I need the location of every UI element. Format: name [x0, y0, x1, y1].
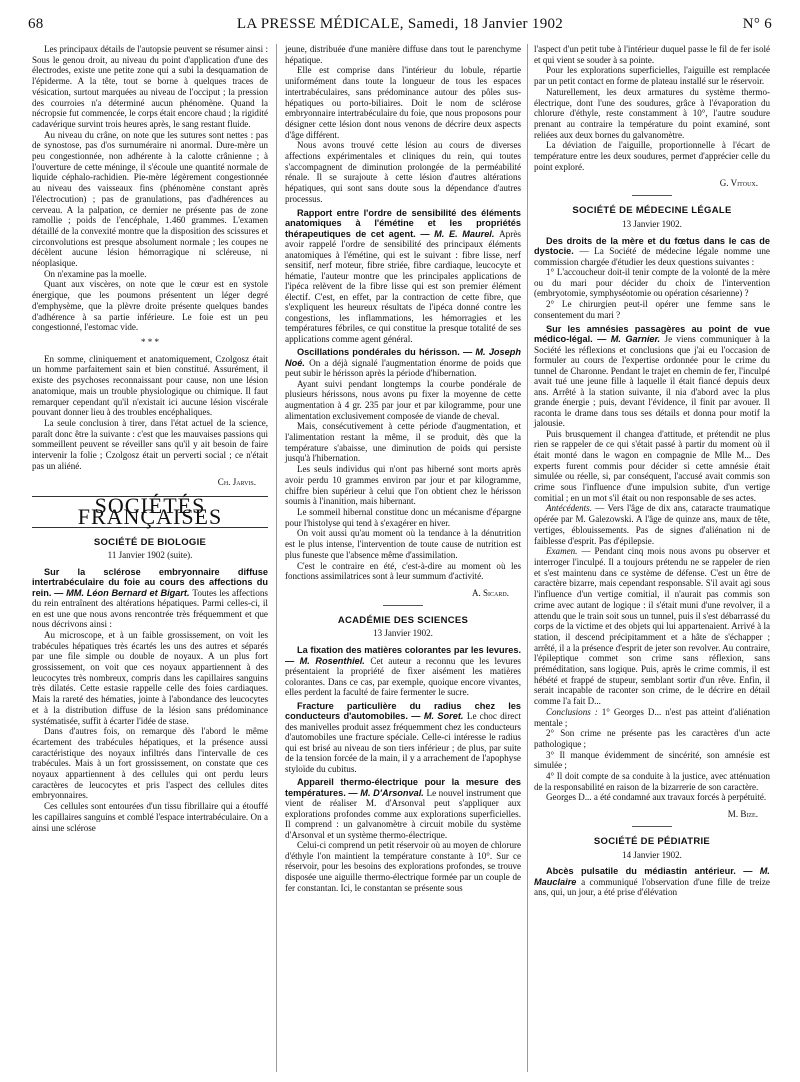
article-title: Oscillations pondérales du hérisson. — M. Joseph Noé. On a déjà signalé l'augmentation énorme de poids que peut subir le hérisson après la période d'hibernation.	[285, 347, 521, 379]
signature: G. Vitoux.	[719, 178, 758, 189]
divider	[632, 826, 672, 827]
article-title: Des droits de la mère et du fœtus dans le cas de dystocie. — La Société de médecine légale nomme une commission chargée d'étudier les deux questions suivantes :	[534, 235, 770, 267]
paragraph: 1° L'accoucheur doit-il tenir compte de la volonté de la mère ou du mari pour décider du choix de l'intervention (embryotomie, symphyséotomie ou opération césarienne) ?	[534, 267, 770, 299]
column-divider	[527, 44, 528, 1072]
article-authors: M. E. Maurel.	[434, 228, 495, 239]
session-date: 13 Janvier 1902.	[373, 628, 433, 639]
article-authors: M. D'Arsonval.	[360, 787, 424, 798]
paragraph: Antécédents. — Vers l'âge de dix ans, cataracte traumatique opérée par M. Galezowski. A l'âge de quinze ans, maux de tête, vertiges, éblouissements. Pas de signes d'aliénation ni de faiblesse d'esprit. Pas d'épilepsie.	[534, 503, 770, 546]
session-date: 11 Janvier 1902 (suite).	[107, 550, 193, 561]
column-2	[285, 44, 521, 894]
paragraph: On n'examine pas la moelle.	[44, 268, 147, 279]
page-number: 68	[28, 16, 44, 32]
article-authors: M. Garnier.	[610, 334, 661, 345]
society-heading: SOCIÉTÉ DE PÉDIATRIE	[593, 835, 711, 847]
article-title: Sur les amnésies passagères au point de vue médico-légal. — M. Garnier. Je viens communiquer à la Société les réflexions et conclusions que j'ai eu l'occasion de formuler au cours de l'expertise ordonnée pour le crime du tunnel de Charonne. Pendant le trajet en chemin de fer, l'inculpé avait tué une jeune fille à laquelle il était fiancé depuis deux ans. Arrêté à la station suivante, il nia d'abord avec la plus grande énergie ; puis, devant l'évidence, il finit par avouer. Il raconta le drame dans tous ses détails et donna pour motif la jalousie.	[534, 323, 770, 429]
paragraph: 4° Il doit compte de sa conduite à la justice, avec atténuation de la responsabilité en raison de la bizarrerie de son caractère.	[534, 771, 770, 792]
paragraph: On voit aussi qu'au moment où la tendance à la dénutrition est le plus intense, l'intervention de toute cause de nutrition est plus funeste que l'absence même d'assimilation.	[285, 528, 521, 560]
paragraph: Au niveau du crâne, on note que les sutures sont nettes : pas de synostose, pas d'os surnuméraire ni anormal. Dure-mère un peu congestionnée, non adhérente à la calotte crânienne ; à l'ouverture de cette méninge, il s'écoule une quantité normale de liquide céphalo-rachidien. Pie-mère légèrement congestionnée au niveau des vaisseaux fins (phénomène constant après l'électrocution) ; pas de granulations, pas d'adhérences au cerveau. A la palpation, ce dernier ne présente pas de zone ramollie ; poids de l'encéphale, 1.460 grammes. L'examen détaillé de la convexité montre que la disposition des scissures et circonvolutions est presque absolument normale ; les coupes ne décèlent aucune lésion hémorragique ni scléreuse, ni néoplasique.	[32, 129, 268, 269]
paragraph: Naturellement, les deux armatures du système thermo-électrique, dont l'une des soudures, grâce à l'évaporation du chlorure d'éthyle, reste constamment à 10°, l'autre soudure prenant au contraire la température du point examiné, sont reliées aux deux bornes du galvanomètre.	[534, 86, 770, 140]
society-heading: SOCIÉTÉ DE MÉDECINE LÉGALE	[572, 205, 732, 217]
session-date: 13 Janvier 1902.	[622, 218, 682, 229]
page-header	[28, 14, 772, 38]
paragraph: Conclusions : 1° Georges D... n'est pas atteint d'aliénation mentale ;	[534, 706, 770, 728]
article-title: Fracture particulière du radius chez les conducteurs d'automobiles. — M. Soret. Le choc direct des manivelles produit assez fréquemment chez les conducteurs d'automobiles une fracture spéciale. Celle-ci intéresse le radius qui est brisé au niveau de son tiers inférieur ; de plus, par suite de la tension forcée de la main, il y a arrachement de l'apophyse styloïde du cubitus.	[285, 700, 521, 774]
column-1	[32, 44, 268, 833]
paragraph: Au microscope, et à un faible grossissement, on voit les trabécules hépatiques très écartés les uns des autres et séparés par une file simple ou double de noyaux. A un plus fort grossissement, on voit que ces noyaux appartiennent à des leucocytes très nombreux, compris dans les capillaires sanguins très dilatés. Cette estasie rappelle celle des foies cardiaques. Mais la rareté des hématies, jointe à l'abondance des leucocytes et à la distribution diffuse de la lésion sans prédominance systématisée, suffit à écarter l'idée de stase.	[32, 629, 268, 726]
society-heading: ACADÉMIE DES SCIENCES	[337, 614, 469, 626]
paragraph: Les seuls individus qui n'ont pas hiberné sont morts après avoir perdu 10 grammes environ par jour et par kilogramme, chiffre bien supérieur à celui que l'on obtient chez le hérisson soumis à l'inanition, mais hibernant.	[285, 464, 521, 507]
article-title: Sur la sclérose embryonnaire diffuse intertrabéculaire du foie au cours des affections du rein. — MM. Léon Bernard et Bigart. Toutes les affections du rein entraînent des altérations hépatiques. Parmi celles-ci, il en est une que nous avons rencontrée très fréquemment et que nous décrivons ainsi :	[32, 566, 269, 630]
paragraph: Quant aux viscères, on note que le cœur est en systole énergique, que les poumons présentent un léger degré d'emphysème, que la plèvre droite présente quelques bandes d'adhérence à sa partie inférieure. Le foie est un peu congestionné, l'estomac vide.	[32, 279, 268, 333]
divider	[632, 195, 672, 196]
separator-stars: * * *	[141, 336, 159, 347]
society-heading: SOCIÉTÉ DE BIOLOGIE	[93, 536, 207, 548]
paragraph: En somme, cliniquement et anatomiquement, Czolgosz était un homme parfaitement sain et bien constitué. Assurément, il existe des psychoses reconnaissant pour cause, non une lésion anatomique, mais un trouble physiologique ou chimique. Il faut remarquer cependant qu'il n'existait ici aucune lésion viscérale pouvant donner lieu à des troubles encéphaliques.	[32, 353, 268, 418]
article-title: La fixation des matières colorantes par les levures. — M. Rosenthiel. Cet auteur a reconnu que les levures présentaient la propriété de fixer aisément les matières colorantes. Dans ce cas, par exemple, quoique encore vivantes, elles perdent la faculté de faire fermenter le sucre.	[285, 645, 521, 698]
signature: Ch. Jarvis.	[217, 477, 256, 488]
paragraph: Puis brusquement il changea d'attitude, et prétendit ne plus rien se rappeler de ce qui s'était passé à partir du moment où il était monté dans le wagon en compagnie de Mlle M... Des experts furent commis pour décider si cette amnésie était simulée ou réelle, si, par conséquent, l'accusé avait commis son crime sous l'influence d'une impulsion subite, d'un vertige comitial ; en un mot s'il était ou non responsable de ses actes.	[534, 428, 770, 503]
article-authors: M. Mauclaire	[534, 866, 770, 887]
paragraph: 2° Le chirurgien peut-il opérer une femme sans le consentement du mari ?	[534, 299, 770, 320]
signature: M. Bize.	[727, 809, 758, 820]
session-date: 14 Janvier 1902.	[622, 849, 682, 860]
paragraph: Dans d'autres fois, on remarque dès l'abord le même écartement des trabécules hépatiques, et la présence aussi caractéristique des noyaux infiltrés dans l'intervalle de ces trabécules. Mais à un fort grossissement, on constate que ces noyaux appartiennent à des cellules qui ont perdu leurs caractères de leucocytes et pris l'aspect des cellules dites embryonnaires.	[32, 726, 268, 801]
paragraph: 2° Son crime ne présente pas les caractères d'un acte pathologique ;	[534, 728, 770, 749]
issue-number: N° 6	[742, 16, 772, 32]
article-authors: MM. Léon Bernard et Bigart.	[66, 587, 190, 598]
paragraph: l'aspect d'un petit tube à l'intérieur duquel passe le fil de fer isolé et qui vient se souder à sa pointe.	[534, 44, 770, 65]
journal-title: LA PRESSE MÉDICALE, Samedi, 18 Janvier 1902	[236, 16, 564, 32]
article-title: Rapport entre l'ordre de sensibilité des éléments anatomiques à l'émétine et les propriétés thérapeutiques de cet agent. — M. E. Maurel. Après avoir rappelé l'ordre de sensibilité des principaux éléments anatomiques à l'émétine, qui est le suivant : fibre lisse, nerf sensitif, nerf moteur, fibre striée, fibre cardiaque, leucocyte et hématie, l'auteur montre que les principales applications de l'ipéca relèvent de la fibre lisse qui est son premier élément électif. C'est, en effet, par la contraction de cette fibre, que s'expliquent les heureux résultats de l'ipéca donné contre les congestions, les inflammations, les hémorragies et les températures fébriles, ce qui constitue la presque totalité de ses applications comme agent général.	[285, 207, 521, 344]
article-authors: M. Rosenthiel.	[299, 655, 365, 666]
column-3	[534, 44, 770, 898]
divider	[383, 605, 423, 606]
article-title: Appareil thermo-électrique pour la mesure des températures. — M. D'Arsonval. Le nouvel instrument que vient de réaliser M. d'Arsonval peut s'appliquer aux explorations profondes comme aux explorations superficielles. Il comprend : un galvanomètre à circuit mobile du système d'Arsonval et un système thermo-électrique.	[285, 777, 522, 840]
article-authors: M. Soret.	[423, 711, 464, 722]
paragraph: jeune, distribuée d'une manière diffuse dans tout le parenchyme hépatique.	[285, 44, 521, 65]
paragraph: Celui-ci comprend un petit réservoir où au moyen de chlorure d'éthyle l'on maintient la température constante à 10°. Sur ce réservoir, pour les besoins des explorations profondes, se trouve disposée une aiguille thermo-électrique formée par un couple de fer constantan. Ici, le constantan se présente sous	[285, 840, 521, 893]
paragraph: Le sommeil hibernal constitue donc un mécanisme d'épargne pour l'histolyse qui tend à s'exagérer en hiver.	[285, 506, 521, 528]
paragraph: Les principaux détails de l'autopsie peuvent se résumer ainsi : Sous le genou droit, au niveau du point d'application d'une des électrodes, existe une petite zone qui a subi la desquamation de l'épiderme. A la tête, tout se borne à quelques traces de vésication, surtout marquées au niveau de l'occiput ; la pression des courroies n'a déterminé aucun phénomène. Quand la nécropsie fut commencée, le corps était encore chaud ; la rigidité cadavérique survint trois heures après, le sang restant fluide.	[32, 44, 268, 129]
paragraph: Mais, consécutivement à cette période d'augmentation, et l'alimentation restant la même, il se produit, dès que la température s'abaisse, une diminution de poids qui persiste jusqu'à l'hibernation.	[285, 421, 521, 464]
paragraph: Pour les explorations superficielles, l'aiguille est remplacée par un petit contact en forme de plateau installé sur le réservoir.	[534, 65, 770, 87]
paragraph: Nous avons trouvé cette lésion au cours de diverses affections expérimentales et cliniques du rein, qui toutes s'accompagnent de diminution prolongée de la perméabilité rénale. Il se surajoute à cette lésion d'autres altérations hépatiques, qui sont sans doute sous la dépendance d'autres processus.	[285, 140, 521, 204]
paragraph: Ces cellules sont entourées d'un tissu fibrillaire qui a étouffé les capillaires sanguins et comblé l'espace intertrabéculaire. On a ainsi une sclérose	[32, 801, 268, 833]
signature: A. Sicard.	[471, 587, 509, 598]
paragraph: Examen. — Pendant cinq mois nous avons pu observer et interroger l'inculpé. Il a toujours prétendu ne se rappeler de rien et s'est maintenu dans ce système de défense. C'est un être de caractère bizarre, mais cependant responsable. S'il avait agi sous l'influence d'un vertige comitial, il n'aurait pas commis son crime avec autant de logique : il s'était muni d'une revolver, il a attendu que le train soit sous un tunnel, puis il s'est débarrassé du corps de la victime et des objets qui lui appartenaient. Arrivé à la station, il descend précipitamment et a hâte de s'échapper ; arrêté, il a la présence d'esprit de jeter son revolver. Au contraire, l'épileptique commet son crime sans réflexion, sans préméditation, sans logique. Puis, après le crime commis, il est hébété et frappé de stupeur, semblant sortir d'un rêve. Enfin, il serait incapable de raconter son crime, de le décrire en détail comme l'a fait D...	[534, 546, 770, 707]
article-authors: M. Joseph Noé.	[285, 347, 521, 368]
article-title: Abcès pulsatile du médiastin antérieur. — M. Mauclaire a communiqué l'observation d'une fille de treize ans, qui, un jour, a été prise d'élévation	[534, 866, 770, 898]
column-divider	[276, 44, 277, 1072]
paragraph: La seule conclusion à tirer, dans l'état actuel de la science, paraît donc être la suivante : c'est que les mauvaises passions qui sommeillent peuvent se réveiller sans qu'il y ait besoin de faire intervenir la folie ; Czolgosz était un perverti social ; ce n'était pas un aliéné.	[32, 417, 268, 471]
paragraph: 3° Il manque évidemment de sincérité, son amnésie est simulée ;	[534, 749, 770, 771]
paragraph: Elle est comprise dans l'intérieur du lobule, répartie uniformément dans toute la longueur de tous les espaces intertrabéculaires, sans prédominance autour des pôles sus-hépatiques ou porto-biliaires. Doit le nom de sclérose embryonnaire intertrabéculaire du foie, que nous proposons pour désigner cette lésion dont nous venons de décrire deux aspects d'âge différent.	[285, 65, 521, 140]
paragraph: La déviation de l'aiguille, proportionnelle à l'écart de température entre les deux soudures, permet d'apprécier celle du point exploré.	[534, 140, 770, 172]
paragraph: C'est le contraire en été, c'est-à-dire au moment où les fonctions assimilatrices sont à leur summum d'activité.	[285, 560, 521, 582]
paragraph: Ayant suivi pendant longtemps la courbe pondérale de plusieurs hérissons, nous avons pu fixer la moyenne de cette augmentation à 4 gr. 235 par jour et par kilogramme, pour une alimentation exclusivement composée de viande de cheval.	[285, 378, 521, 421]
paragraph: Georges D... a été condamné aux travaux forcés à perpétuité.	[546, 792, 767, 803]
section-title: SOCIÉTÉS FRANÇAISES	[32, 496, 268, 527]
